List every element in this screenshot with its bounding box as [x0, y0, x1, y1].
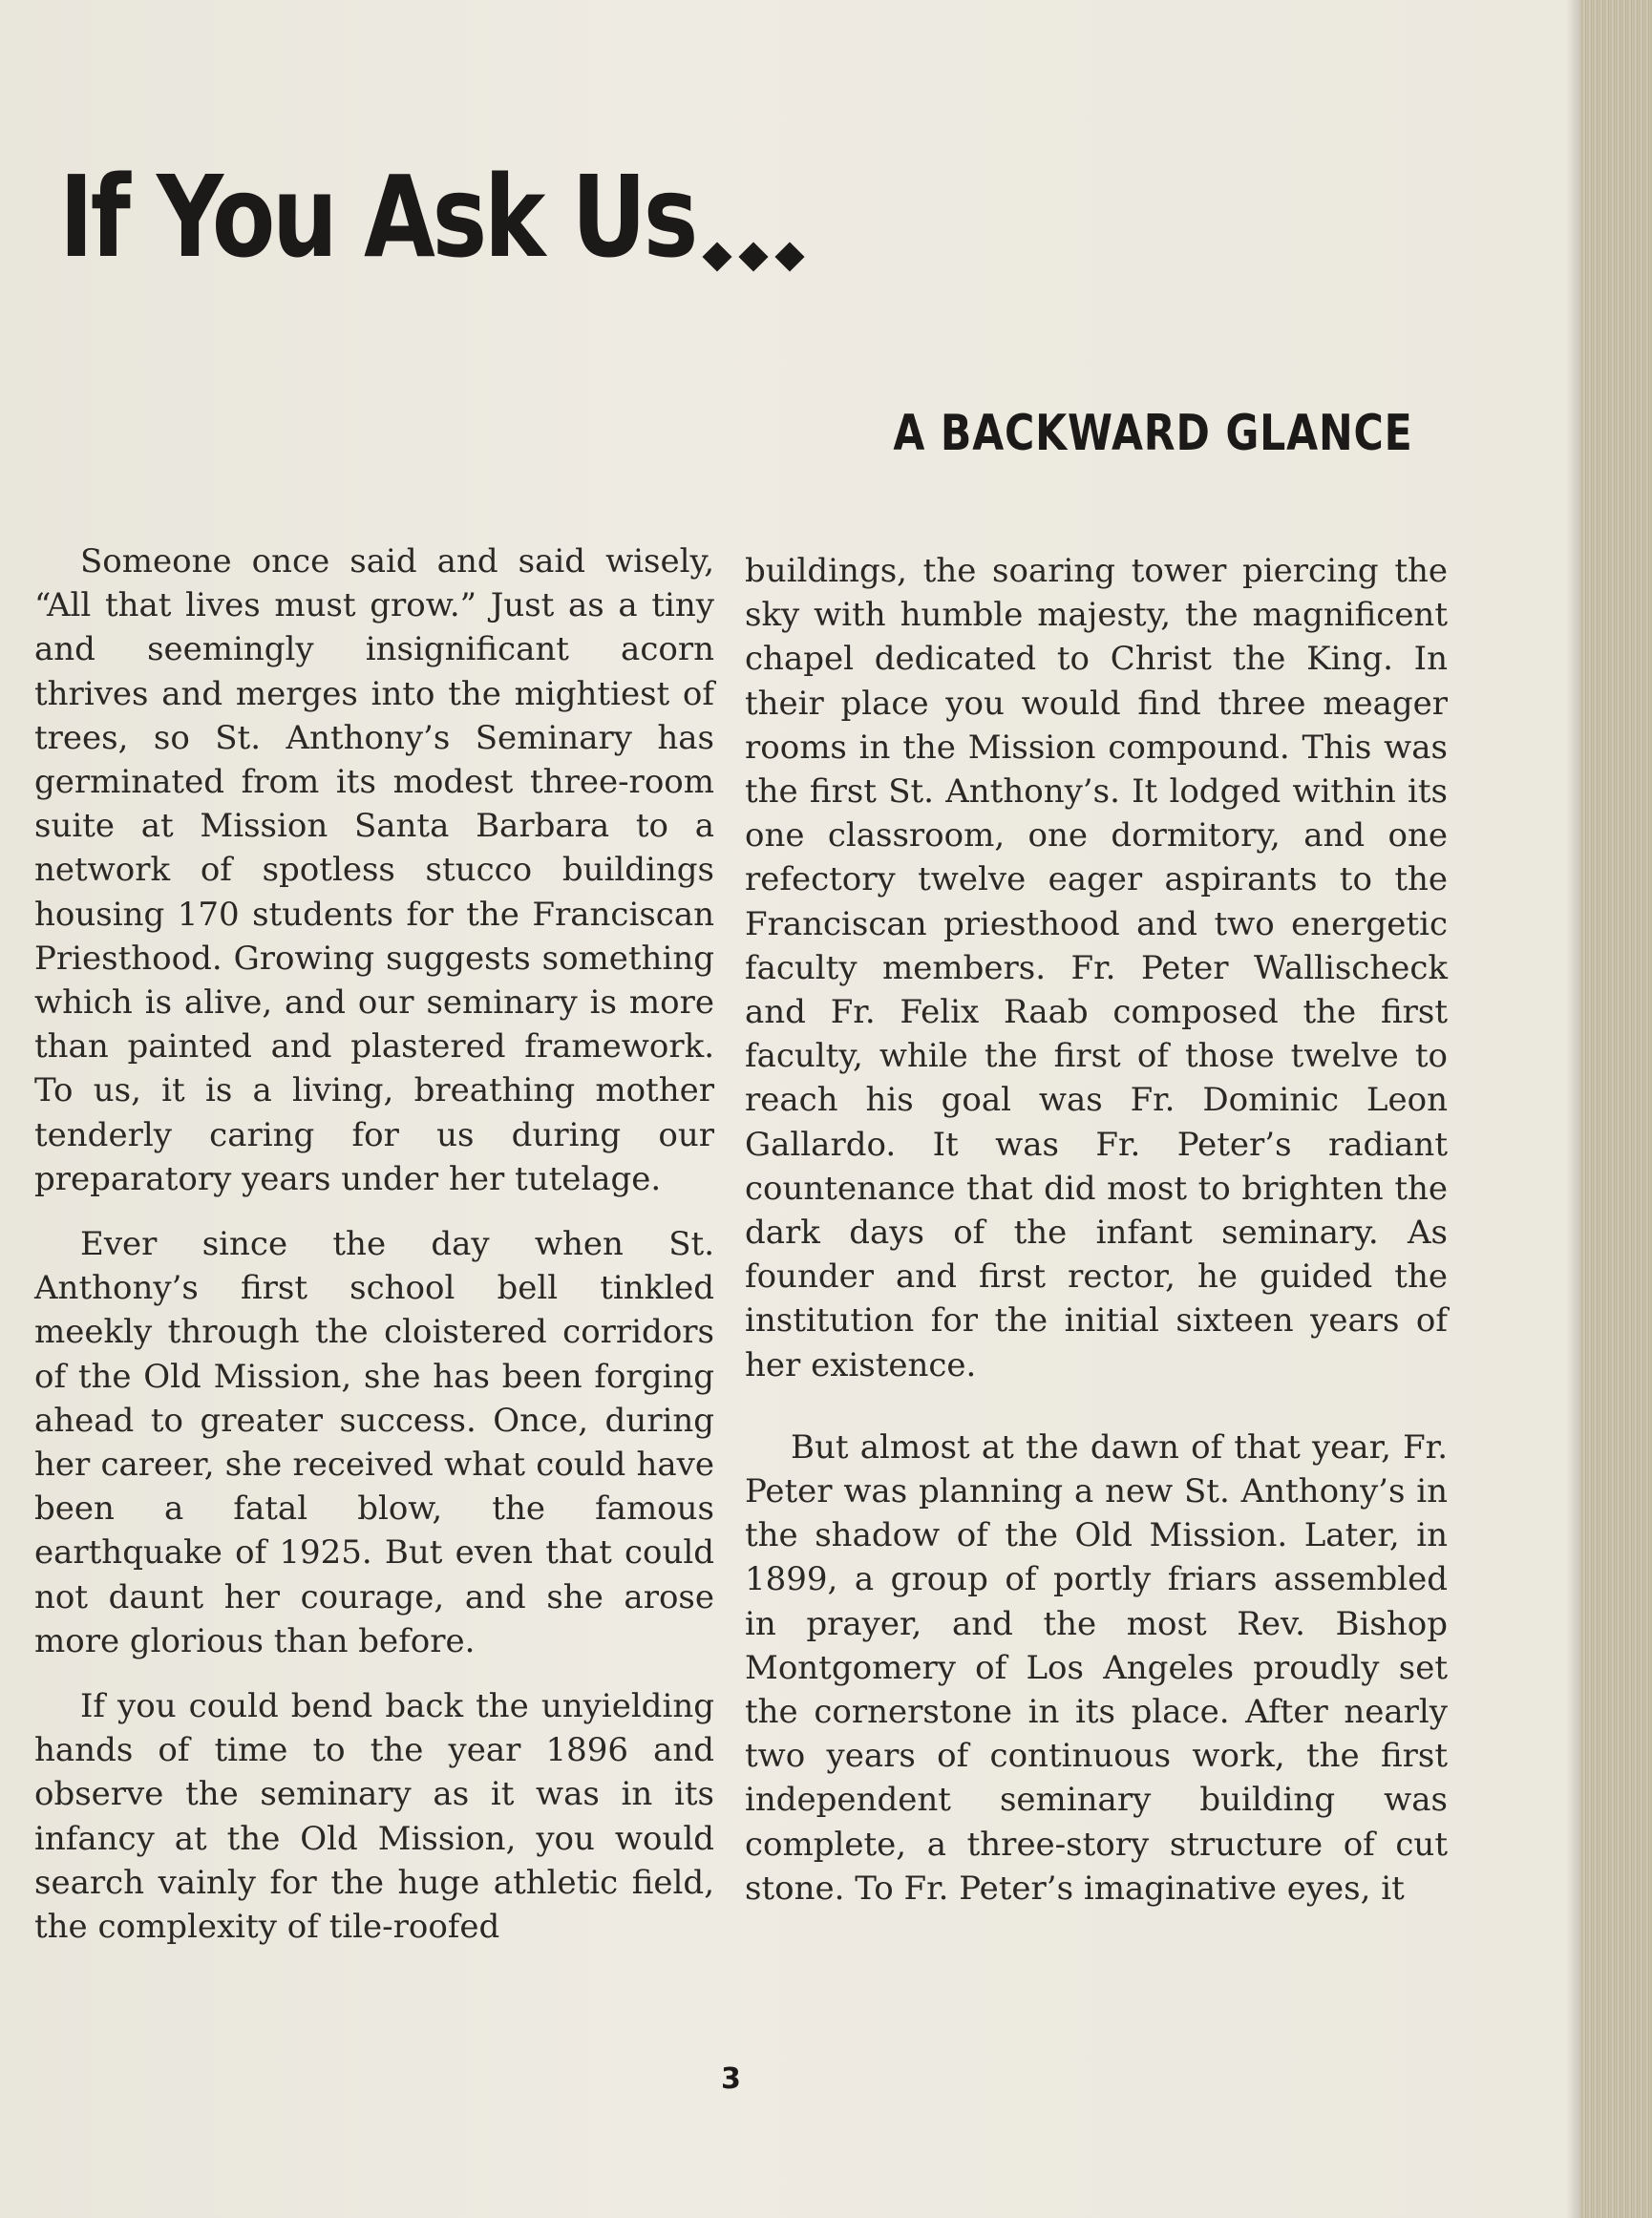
diamond-icon [738, 242, 768, 271]
page-number: 3 [721, 2062, 741, 2096]
section-subtitle: A BACKWARD GLANCE [893, 405, 1413, 462]
title-ellipsis-diamonds [707, 246, 800, 267]
paragraph: buildings, the soaring tower piercing the sky with humble majesty, the magnificent chapel dedicated to Christ the King. In their place you would find three meager rooms in the Mission compound. This was the first St. Anthony’s. It lodged within its one classroom, one dormitory, and one refectory twelve eager aspirants to the Franciscan priesthood and two energetic faculty members. Fr. Peter Wallischeck and Fr. Felix Raab composed the first faculty, while the first of those twelve to reach his goal was Fr. Dominic Leon Gallardo. It was Fr. Peter’s radiant countenance that did most to brighten the dark days of the infant seminary. As founder and first rector, he guided the institution for the initial sixteen years of her existence. [745, 552, 1448, 1384]
paragraph: If you could bend back the unyielding hands of time to the year 1896 and observe the seminary as it was in its infancy at the Old Mission, you would search vainly for the huge athletic field, the complexity of tile-roofed [34, 1687, 714, 1947]
paragraph: But almost at the dawn of that year, Fr. Peter was planning a new St. Anthony’s in the shadow of the Old Mission. Later, in 1899, a group of portly friars assembled in prayer, and the most Rev. Bishop Montgomery of Los Angeles proudly set the cornerstone in its place. After nearly two years of continuous work, the first independent seminary building was complete, a three-story structure of cut stone. To Fr. Peter’s imaginative eyes, it [745, 1427, 1448, 1908]
page-title: If You Ask Us [59, 151, 696, 283]
diamond-icon [774, 242, 804, 271]
right-text-column [745, 549, 1448, 1932]
book-page-edges [1580, 0, 1652, 2218]
diamond-icon [702, 242, 731, 271]
paragraph: Someone once said and said wisely, “All that lives must grow.” Just as a tiny and seemingly insignificant acorn thrives and merges into the mightiest of trees, so St. Anthony’s Seminary has germinated from its modest three-room suite at Mission Santa Barbara to a network of spotless stucco buildings housing 170 students for the Franciscan Priesthood. Growing suggests something which is alive, and our seminary is more than painted and plastered framework. To us, it is a living, breathing mother tenderly caring for us during our preparatory years under her tutelage. [34, 542, 714, 1198]
paragraph: Ever since the day when St. Anthony’s first school bell tinkled meekly through the cloistered corridors of the Old Mission, she has been forging ahead to greater success. Once, during her career, she received what could have been a fatal blow, the famous earthquake of 1925. But even that could not daunt her courage, and she arose more glorious than before. [34, 1225, 714, 1660]
left-text-column [34, 539, 714, 1970]
